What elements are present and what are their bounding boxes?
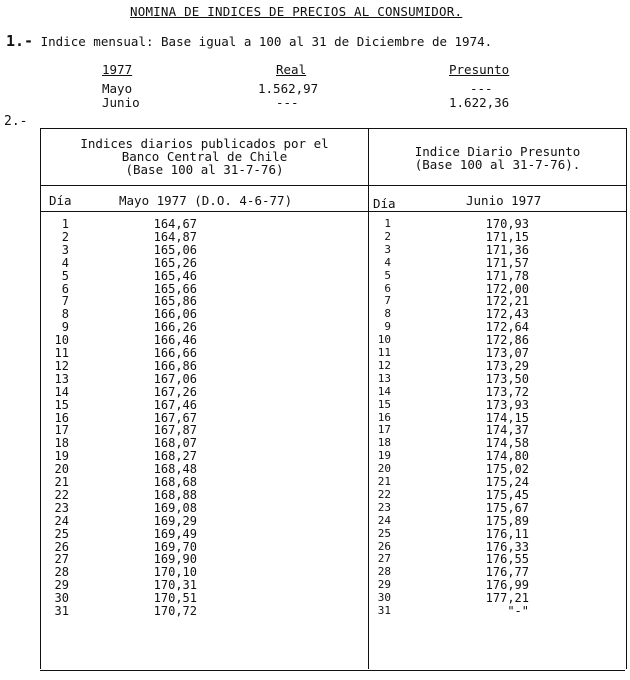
- day-may: 16: [54, 410, 69, 425]
- may-index-value: 168,48: [153, 462, 197, 477]
- may-index-value: 168,68: [153, 475, 197, 489]
- day-june: 18: [377, 436, 391, 450]
- may-index-value: 168,88: [153, 487, 197, 502]
- may-index-value: 166,26: [153, 320, 197, 335]
- day-june: 10: [377, 333, 391, 347]
- table-row: [41, 398, 626, 411]
- table-row: [41, 230, 626, 243]
- day-may: 21: [54, 475, 69, 489]
- june-index-value: 174,80: [485, 449, 529, 464]
- day-may: 5: [61, 268, 69, 283]
- table-row: [41, 527, 626, 540]
- table-row: [41, 372, 626, 385]
- day-june: 11: [377, 346, 391, 359]
- day-may: 20: [54, 462, 69, 477]
- day-may: 27: [54, 552, 69, 567]
- day-june: 25: [377, 526, 391, 540]
- table-row: [41, 565, 626, 578]
- day-june: 13: [377, 371, 391, 385]
- day-may: 9: [61, 320, 69, 335]
- day-june: 16: [377, 410, 391, 424]
- day-june: 27: [377, 552, 391, 566]
- document-title: NOMINA DE INDICES DE PRECIOS AL CONSUMIDOR.: [130, 4, 463, 19]
- row-real-value: ---: [276, 95, 299, 110]
- may-index-value: 165,06: [153, 242, 197, 257]
- col-header-dia: Día: [49, 193, 72, 208]
- day-may: 30: [54, 591, 69, 606]
- day-june: 8: [384, 307, 391, 321]
- may-index-value: 165,86: [153, 294, 197, 309]
- june-index-value: 172,00: [485, 281, 529, 296]
- table-row: [41, 320, 626, 333]
- day-june: 19: [377, 449, 391, 463]
- row-real-value: 1.562,97: [258, 81, 319, 96]
- day-may: 15: [54, 397, 69, 412]
- june-index-value: 172,21: [485, 294, 529, 309]
- may-index-value: 166,46: [153, 333, 197, 348]
- table-row: [41, 449, 626, 462]
- day-may: 31: [54, 604, 69, 618]
- day-june: 9: [384, 320, 391, 334]
- table-row: [41, 385, 626, 398]
- may-index-value: 168,07: [153, 436, 197, 451]
- may-index-value: 166,06: [153, 307, 197, 322]
- day-june: 3: [384, 242, 391, 256]
- table-row: [41, 282, 626, 295]
- table-row: [41, 307, 626, 320]
- may-index-value: 166,66: [153, 346, 197, 360]
- day-june: 17: [377, 423, 391, 437]
- june-index-value: 176,77: [485, 565, 529, 580]
- table-row: [41, 423, 626, 436]
- table-row: [41, 294, 626, 307]
- table-row: [41, 578, 626, 591]
- daily-index-table: [40, 128, 627, 669]
- day-may: 18: [54, 436, 69, 451]
- june-index-value: 175,45: [485, 487, 529, 502]
- may-index-value: 167,06: [153, 371, 197, 386]
- june-index-value: 171,36: [485, 242, 529, 257]
- june-index-value: 171,57: [485, 255, 529, 270]
- table-row: [41, 488, 626, 501]
- june-index-value: 176,11: [485, 526, 529, 541]
- day-june: 20: [377, 462, 391, 476]
- left-header: Indices diarios publicados por el Banco Central de Chile (Base 100 al 31-7-76): [80, 136, 329, 177]
- table-row: [41, 243, 626, 256]
- june-index-value: 173,93: [485, 397, 529, 412]
- day-may: 1: [61, 217, 69, 231]
- day-may: 24: [54, 513, 69, 528]
- day-may: 4: [61, 255, 69, 270]
- table-row: [41, 475, 626, 488]
- day-may: 10: [54, 333, 69, 348]
- col-header-year: 1977: [102, 62, 133, 77]
- day-may: 19: [54, 449, 69, 464]
- row-month-label: Mayo: [102, 81, 133, 96]
- day-may: 29: [54, 578, 69, 593]
- section-1-number: 1.-: [6, 32, 34, 50]
- day-june: 22: [377, 487, 391, 501]
- day-june: 21: [377, 475, 391, 488]
- may-index-value: 169,49: [153, 526, 197, 541]
- day-june: 23: [377, 500, 391, 514]
- day-june: 28: [377, 565, 391, 579]
- day-may: 12: [54, 358, 69, 373]
- june-index-value: 173,29: [485, 358, 529, 373]
- may-index-value: 170,31: [153, 578, 197, 593]
- may-index-value: 169,70: [153, 539, 197, 554]
- june-index-value: 171,78: [485, 268, 529, 283]
- june-index-value: 175,02: [485, 462, 529, 477]
- table-row: [41, 591, 626, 604]
- bottom-rule: [40, 670, 625, 671]
- may-index-value: 164,87: [153, 229, 197, 244]
- table-row: [41, 552, 626, 565]
- right-header: Indice Diario Presunto (Base 100 al 31-7-76).: [414, 144, 581, 172]
- may-index-value: 170,72: [153, 604, 197, 618]
- header-divider: [41, 185, 626, 186]
- day-june: 2: [384, 229, 391, 243]
- col-header-mayo: Mayo 1977 (D.O. 4-6-77): [119, 193, 293, 208]
- day-june: 30: [377, 591, 391, 605]
- subheader-divider: [41, 211, 626, 212]
- june-index-value: 173,72: [485, 384, 529, 399]
- may-index-value: 170,51: [153, 591, 197, 606]
- table-row: [41, 333, 626, 346]
- june-index-value: 173,07: [485, 346, 529, 360]
- june-index-value: "-": [507, 604, 529, 618]
- june-index-value: 175,89: [485, 513, 529, 528]
- may-index-value: 165,46: [153, 268, 197, 283]
- june-index-value: 175,24: [485, 475, 529, 489]
- monthly-index-table: [0, 60, 630, 115]
- may-index-value: 165,66: [153, 281, 197, 296]
- day-june: 4: [384, 255, 391, 269]
- day-may: 23: [54, 500, 69, 515]
- col-header-presunto: Presunto: [449, 62, 510, 77]
- may-index-value: 170,10: [153, 565, 197, 580]
- may-index-value: 167,67: [153, 410, 197, 425]
- day-may: 8: [61, 307, 69, 322]
- june-index-value: 172,64: [485, 320, 529, 335]
- day-may: 6: [61, 281, 69, 296]
- section-1-heading: [6, 32, 492, 50]
- may-index-value: 169,08: [153, 500, 197, 515]
- june-index-value: 174,37: [485, 423, 529, 438]
- table-row: [41, 436, 626, 449]
- day-june: 26: [377, 539, 391, 553]
- june-index-value: 175,67: [485, 500, 529, 515]
- col-header-real: Real: [276, 62, 307, 77]
- may-index-value: 169,29: [153, 513, 197, 528]
- day-may: 26: [54, 539, 69, 554]
- june-index-value: 173,50: [485, 371, 529, 386]
- section-1-text: Indice mensual: Base igual a 100 al 31 de Diciembre de 1974.: [40, 34, 493, 49]
- day-may: 2: [61, 229, 69, 244]
- row-presunto-value: ---: [470, 81, 493, 96]
- row-month-label: Junio: [102, 95, 140, 110]
- table-row: [41, 514, 626, 527]
- day-june: 12: [377, 358, 391, 372]
- day-june: 14: [377, 384, 391, 398]
- table-row: [41, 462, 626, 475]
- june-index-value: 174,15: [485, 410, 529, 425]
- day-june: 1: [384, 217, 391, 230]
- june-index-value: 177,21: [485, 591, 529, 606]
- section-2-number: 2.-: [4, 114, 28, 129]
- june-index-value: 176,33: [485, 539, 529, 554]
- june-index-value: 172,86: [485, 333, 529, 348]
- may-index-value: 167,26: [153, 384, 197, 399]
- day-june: 24: [377, 513, 391, 527]
- may-index-value: 166,86: [153, 358, 197, 373]
- may-index-value: 167,87: [153, 423, 197, 438]
- may-index-value: 169,90: [153, 552, 197, 567]
- col-header-junio: Junio 1977: [466, 193, 542, 208]
- table-row: [41, 540, 626, 553]
- day-may: 22: [54, 487, 69, 502]
- day-may: 11: [54, 346, 69, 360]
- day-may: 14: [54, 384, 69, 399]
- day-may: 25: [54, 526, 69, 541]
- day-june: 29: [377, 578, 391, 592]
- table-row: [41, 501, 626, 514]
- day-june: 7: [384, 294, 391, 308]
- row-presunto-value: 1.622,36: [449, 95, 510, 110]
- day-may: 7: [61, 294, 69, 309]
- col-header-dia-2: Día: [373, 196, 396, 211]
- day-may: 13: [54, 371, 69, 386]
- day-june: 15: [377, 397, 391, 411]
- june-index-value: 176,55: [485, 552, 529, 567]
- day-june: 31: [377, 604, 391, 617]
- day-may: 28: [54, 565, 69, 580]
- may-index-value: 165,26: [153, 255, 197, 270]
- may-index-value: 167,46: [153, 397, 197, 412]
- day-may: 17: [54, 423, 69, 438]
- table-row: [41, 359, 626, 372]
- table-row: [41, 411, 626, 424]
- june-index-value: 170,93: [485, 217, 529, 231]
- day-june: 6: [384, 281, 391, 295]
- table-row: [41, 256, 626, 269]
- day-may: 3: [61, 242, 69, 257]
- june-index-value: 171,15: [485, 229, 529, 244]
- may-index-value: 168,27: [153, 449, 197, 464]
- may-index-value: 164,67: [153, 217, 197, 231]
- table-row: [41, 346, 626, 359]
- table-row: [41, 604, 626, 617]
- day-june: 5: [384, 268, 391, 282]
- june-index-value: 174,58: [485, 436, 529, 451]
- june-index-value: 176,99: [485, 578, 529, 593]
- june-index-value: 172,43: [485, 307, 529, 322]
- table-row: [41, 269, 626, 282]
- table-row: [41, 217, 626, 230]
